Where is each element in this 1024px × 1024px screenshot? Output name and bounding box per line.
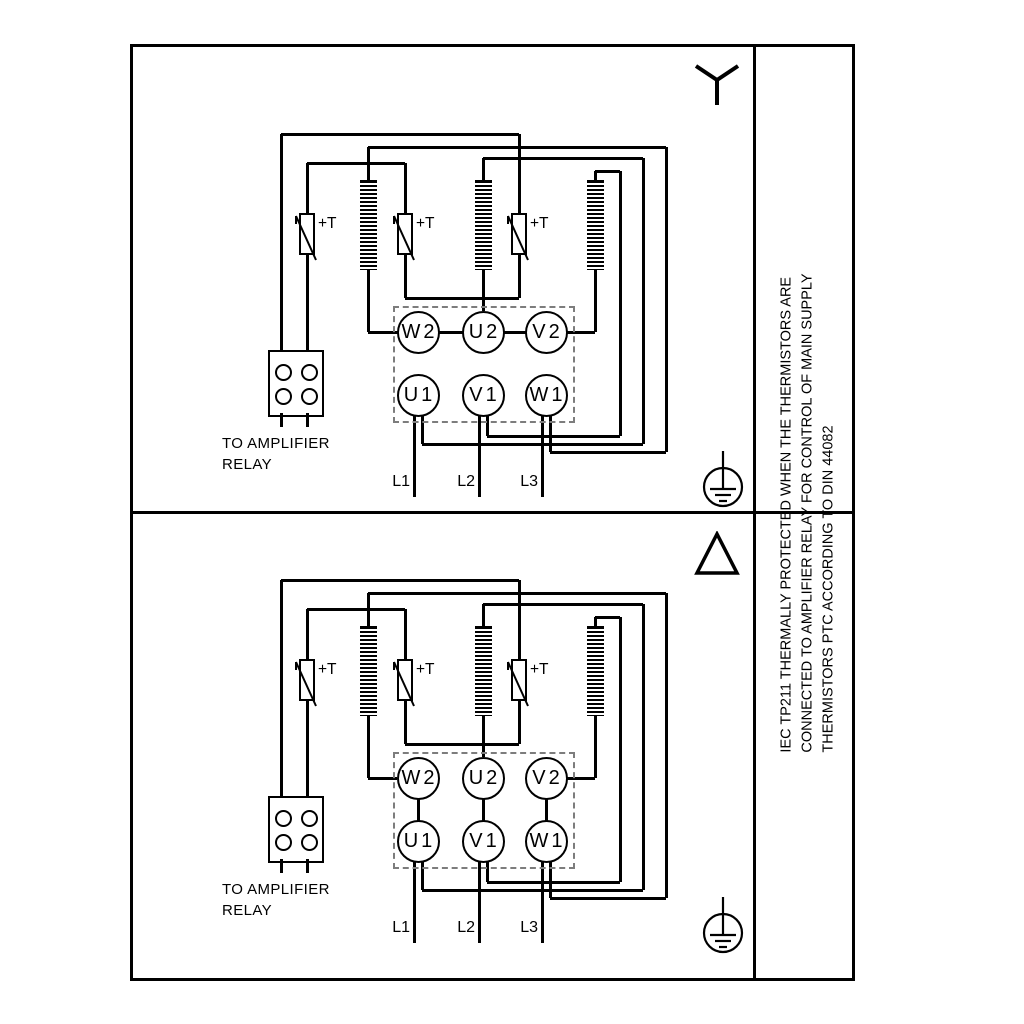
wire — [642, 158, 645, 444]
relay-terminal — [301, 810, 318, 827]
side-note-line: CONNECTED TO AMPLIFIER RELAY FOR CONTROL OF MAIN SUPPLY — [799, 272, 815, 753]
relay-terminal — [275, 388, 292, 405]
motor-winding-symbol — [475, 180, 492, 270]
thermistor-symbol — [291, 650, 323, 712]
star-icon — [692, 60, 742, 110]
wire — [306, 254, 309, 350]
wire — [482, 268, 485, 311]
wire — [367, 147, 370, 180]
earth-ground-icon — [702, 897, 746, 955]
motor-winding-symbol — [475, 626, 492, 716]
thermistor-label: +T — [530, 215, 549, 232]
thermistor-label: +T — [318, 215, 337, 232]
terminal-V1: V1 — [462, 374, 505, 417]
relay-terminal — [301, 388, 318, 405]
motor-winding-symbol — [587, 180, 604, 270]
wire — [482, 604, 485, 626]
terminal-U1: U1 — [397, 820, 440, 863]
relay-terminal — [301, 834, 318, 851]
motor-winding-symbol — [360, 626, 377, 716]
wire — [422, 889, 643, 892]
thermistor-symbol — [291, 204, 323, 266]
amplifier-relay-box — [268, 796, 324, 863]
thermistor-label: +T — [416, 215, 435, 232]
relay-caption-line: TO AMPLIFIER — [222, 435, 330, 452]
supply-label-L2: L2 — [457, 473, 475, 490]
wire — [594, 617, 597, 626]
side-note-text — [776, 273, 839, 752]
thermistor-label: +T — [318, 661, 337, 678]
supply-label-L1: L1 — [392, 473, 410, 490]
wire — [482, 158, 485, 180]
side-column-divider — [753, 44, 756, 981]
wire — [619, 171, 622, 436]
relay-caption-line: RELAY — [222, 456, 273, 473]
terminal-U1: U1 — [397, 374, 440, 417]
wire — [405, 297, 519, 300]
thermistor-symbol — [389, 650, 421, 712]
wire — [281, 579, 519, 582]
thermistor-symbol — [503, 650, 535, 712]
relay-caption-line: TO AMPLIFIER — [222, 881, 330, 898]
supply-label-L3: L3 — [520, 473, 538, 490]
wire — [280, 580, 283, 796]
wire — [306, 700, 309, 796]
thermistor-symbol — [389, 204, 421, 266]
terminal-V2: V2 — [525, 311, 568, 354]
motor-winding-symbol — [360, 180, 377, 270]
wire — [518, 580, 521, 660]
amplifier-relay-box — [268, 350, 324, 417]
terminal-U2: U2 — [462, 757, 505, 800]
relay-terminal — [275, 364, 292, 381]
terminal-W1: W1 — [525, 374, 568, 417]
terminal-V2: V2 — [525, 757, 568, 800]
wire — [594, 268, 597, 332]
relay-terminal — [275, 834, 292, 851]
wire — [595, 616, 620, 619]
terminal-W1: W1 — [525, 820, 568, 863]
wire — [550, 451, 666, 454]
wire — [487, 881, 620, 884]
wire — [483, 157, 643, 160]
frame-bottom — [130, 978, 855, 981]
side-note — [760, 44, 855, 981]
wire — [367, 268, 370, 332]
wire — [487, 435, 620, 438]
thermistor-symbol — [503, 204, 535, 266]
relay-terminal — [301, 364, 318, 381]
frame-top — [130, 44, 855, 47]
panel-divider — [130, 511, 855, 514]
delta-icon — [694, 531, 740, 576]
terminal-W2: W2 — [397, 311, 440, 354]
relay-caption-line: RELAY — [222, 902, 273, 919]
wire — [483, 603, 643, 606]
wire — [619, 617, 622, 882]
wire — [594, 171, 597, 180]
wire — [550, 897, 666, 900]
relay-terminal — [275, 810, 292, 827]
wire — [665, 593, 668, 898]
wire — [642, 604, 645, 890]
wire — [367, 714, 370, 778]
wire — [595, 170, 620, 173]
motor-winding-symbol — [587, 626, 604, 716]
thermistor-label: +T — [416, 661, 435, 678]
terminal-V1: V1 — [462, 820, 505, 863]
wire — [307, 608, 405, 611]
terminal-U2: U2 — [462, 311, 505, 354]
wire — [422, 443, 643, 446]
supply-label-L2: L2 — [457, 919, 475, 936]
wire — [665, 147, 668, 452]
wire — [367, 593, 370, 626]
wire — [281, 133, 519, 136]
wire — [405, 743, 519, 746]
wire — [482, 714, 485, 757]
terminal-W2: W2 — [397, 757, 440, 800]
supply-label-L1: L1 — [392, 919, 410, 936]
side-note-line: IEC TP211 THERMALLY PROTECTED WHEN THE THERMISTORS ARE — [778, 276, 794, 753]
thermistor-label: +T — [530, 661, 549, 678]
supply-label-L3: L3 — [520, 919, 538, 936]
wire — [594, 714, 597, 778]
wire — [307, 162, 405, 165]
wire — [280, 134, 283, 350]
wire — [518, 134, 521, 214]
side-note-line: THERMISTORS PTC ACCORDING TO DIN 44082 — [820, 424, 836, 753]
earth-ground-icon — [702, 451, 746, 509]
